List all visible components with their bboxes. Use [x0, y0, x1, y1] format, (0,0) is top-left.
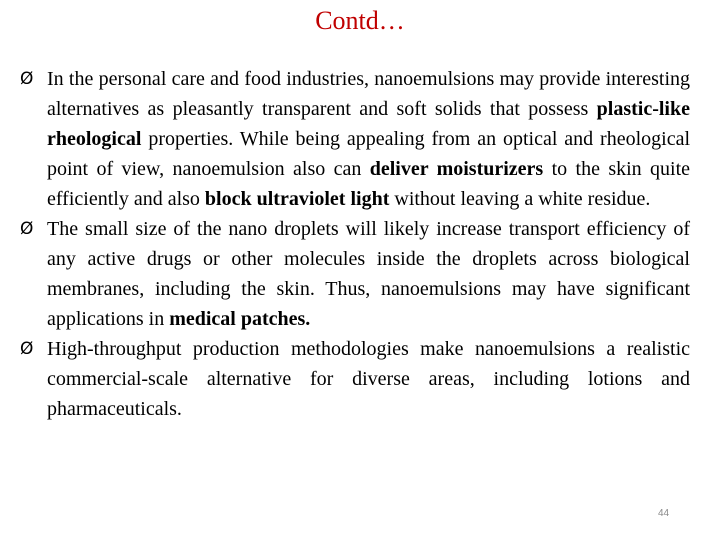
bullet-list [20, 64, 690, 424]
bullet-text: In the personal care and food industries, nanoemulsions may provide interesting alternatives as pleasantly transparent and soft solids that possess [47, 68, 690, 120]
bullet-text: without leaving a white residue. [389, 188, 651, 210]
bullet-bold-text: plastic-like rheological [47, 98, 690, 150]
bullet-bold-text: medical patches. [169, 308, 311, 330]
bullet-arrow-icon: Ø [20, 219, 34, 239]
page-number: 44 [658, 508, 670, 519]
bullet-text: High-throughput production methodologies make nanoemulsions a realistic commercial-scale alternative for diverse areas, including lotions and pharmaceuticals. [47, 338, 690, 420]
bullet-text: The small size of the nano droplets will likely increase transport efficiency of any active drugs or other molecules inside the droplets across biological membranes, including the skin. Thus, nanoemulsions may have significant applications in [47, 218, 690, 330]
bullet-item-personal-care [20, 64, 690, 214]
bullet-bold-text: block ultraviolet light [204, 188, 390, 210]
slide-title: Contd… [315, 6, 405, 35]
bullet-arrow-icon: Ø [20, 339, 34, 359]
bullet-bold-text: deliver moisturizers [369, 158, 544, 180]
bullet-text: properties. While being appealing from an optical and rheological point of view, nanoemulsion also can [47, 128, 690, 180]
bullet-arrow-icon: Ø [20, 69, 34, 89]
bullet-item-droplet-size [20, 214, 690, 334]
bullet-text: to the skin quite efficiently and also [47, 158, 691, 210]
bullet-item-production [20, 334, 690, 424]
